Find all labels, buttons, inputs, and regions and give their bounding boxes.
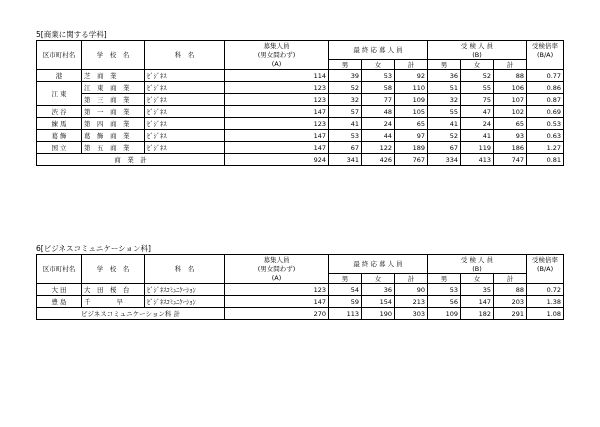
ex-female-cell: 413 xyxy=(461,154,494,166)
header-app-male: 男 xyxy=(329,274,362,284)
ward-cell: 練 馬 xyxy=(37,118,82,130)
capacity-cell: 147 xyxy=(225,106,329,118)
course-cell: ﾋﾞｼﾞﾈｽ xyxy=(145,130,225,142)
app-male-cell: 53 xyxy=(329,130,362,142)
app-total-cell: 90 xyxy=(395,284,428,296)
ratio-cell: 0.81 xyxy=(527,154,564,166)
ex-total-cell: 88 xyxy=(494,70,527,82)
ex-total-cell: 186 xyxy=(494,142,527,154)
ex-male-cell: 52 xyxy=(428,130,461,142)
school-cell: 第 一 商 業 xyxy=(82,106,145,118)
capacity-cell: 147 xyxy=(225,296,329,308)
header-ratio: 受検倍率 xyxy=(527,255,564,265)
header-app-female: 女 xyxy=(362,274,395,284)
ex-male-cell: 36 xyxy=(428,70,461,82)
capacity-cell: 114 xyxy=(225,70,329,82)
header-capacity-note: (男女問わず) xyxy=(225,50,329,60)
ratio-cell: 0.87 xyxy=(527,94,564,106)
app-male-cell: 52 xyxy=(329,82,362,94)
header-examinees: 受 検 人 員 xyxy=(428,255,527,265)
app-female-cell: 190 xyxy=(362,308,395,320)
header-app-total: 計 xyxy=(395,60,428,70)
app-male-cell: 54 xyxy=(329,284,362,296)
ex-total-cell: 291 xyxy=(494,308,527,320)
total-row xyxy=(37,154,564,166)
table-row xyxy=(37,82,564,94)
course-cell: ﾋﾞｼﾞﾈｽ xyxy=(145,142,225,154)
course-cell: ﾋﾞｼﾞﾈｽｺﾐｭﾆｹｰｼｮﾝ xyxy=(145,296,225,308)
app-female-cell: 44 xyxy=(362,130,395,142)
ward-cell: 渋 谷 xyxy=(37,106,82,118)
header-ward: 区市町村名 xyxy=(37,255,82,284)
capacity-cell: 147 xyxy=(225,142,329,154)
total-label: 商 業 計 xyxy=(37,154,225,166)
table-row xyxy=(37,106,564,118)
header-ward: 区市町村名 xyxy=(37,41,82,70)
ex-female-cell: 75 xyxy=(461,94,494,106)
table-row xyxy=(37,284,564,296)
app-total-cell: 105 xyxy=(395,106,428,118)
total-row xyxy=(37,308,564,320)
school-cell: 千 早 xyxy=(82,296,145,308)
table-row xyxy=(37,70,564,82)
school-cell: 第 三 商 業 xyxy=(82,94,145,106)
ex-female-cell: 41 xyxy=(461,130,494,142)
header-ex-total: 計 xyxy=(494,274,527,284)
app-female-cell: 77 xyxy=(362,94,395,106)
app-total-cell: 767 xyxy=(395,154,428,166)
ratio-cell: 0.53 xyxy=(527,118,564,130)
ex-male-cell: 109 xyxy=(428,308,461,320)
header-capacity-mark: (A) xyxy=(225,274,329,284)
ward-cell: 江 東 xyxy=(37,82,82,106)
ex-male-cell: 53 xyxy=(428,284,461,296)
ex-total-cell: 747 xyxy=(494,154,527,166)
header-ex-male: 男 xyxy=(428,274,461,284)
app-female-cell: 58 xyxy=(362,82,395,94)
ex-male-cell: 56 xyxy=(428,296,461,308)
ex-total-cell: 203 xyxy=(494,296,527,308)
ex-female-cell: 147 xyxy=(461,296,494,308)
app-total-cell: 97 xyxy=(395,130,428,142)
app-female-cell: 53 xyxy=(362,70,395,82)
app-male-cell: 67 xyxy=(329,142,362,154)
ratio-cell: 0.69 xyxy=(527,106,564,118)
section-title-business-communication: 6[ビジネスコミュニケーション科] xyxy=(36,244,151,253)
header-capacity-mark: (A) xyxy=(225,60,329,70)
ex-female-cell: 182 xyxy=(461,308,494,320)
ex-total-cell: 107 xyxy=(494,94,527,106)
capacity-cell: 123 xyxy=(225,284,329,296)
business-communication-table xyxy=(36,254,564,320)
ex-male-cell: 51 xyxy=(428,82,461,94)
header-app-male: 男 xyxy=(329,60,362,70)
ex-female-cell: 55 xyxy=(461,82,494,94)
app-total-cell: 110 xyxy=(395,82,428,94)
capacity-cell: 924 xyxy=(225,154,329,166)
section-title-commerce: 5[商業に関する学科] xyxy=(36,30,107,39)
header-applicants: 最 終 応 募 人 員 xyxy=(329,255,428,274)
app-total-cell: 109 xyxy=(395,94,428,106)
header-ratio-blank xyxy=(527,274,564,284)
ex-total-cell: 93 xyxy=(494,130,527,142)
header-ratio-mark: (B/A) xyxy=(527,50,564,60)
app-total-cell: 189 xyxy=(395,142,428,154)
ratio-cell: 0.77 xyxy=(527,70,564,82)
school-cell: 葛 飾 商 業 xyxy=(82,130,145,142)
header-examinees: 受 検 人 員 xyxy=(428,41,527,51)
app-male-cell: 39 xyxy=(329,70,362,82)
ex-male-cell: 67 xyxy=(428,142,461,154)
capacity-cell: 270 xyxy=(225,308,329,320)
course-cell: ﾋﾞｼﾞﾈｽ xyxy=(145,70,225,82)
ex-male-cell: 41 xyxy=(428,118,461,130)
header-capacity: 募集人員 xyxy=(225,41,329,51)
ex-total-cell: 106 xyxy=(494,82,527,94)
app-female-cell: 24 xyxy=(362,118,395,130)
app-total-cell: 65 xyxy=(395,118,428,130)
course-cell: ﾋﾞｼﾞﾈｽ xyxy=(145,106,225,118)
header-applicants: 最 終 応 募 人 員 xyxy=(329,41,428,60)
ex-female-cell: 47 xyxy=(461,106,494,118)
ward-cell: 国 立 xyxy=(37,142,82,154)
app-female-cell: 36 xyxy=(362,284,395,296)
app-male-cell: 32 xyxy=(329,94,362,106)
school-cell: 江 東 商 業 xyxy=(82,82,145,94)
table-row xyxy=(37,94,564,106)
table-row xyxy=(37,296,564,308)
school-cell: 芝 商 業 xyxy=(82,70,145,82)
app-total-cell: 213 xyxy=(395,296,428,308)
header-ex-female: 女 xyxy=(461,60,494,70)
header-capacity-note: (男女問わず) xyxy=(225,264,329,274)
app-female-cell: 426 xyxy=(362,154,395,166)
ex-male-cell: 55 xyxy=(428,106,461,118)
header-ratio-mark: (B/A) xyxy=(527,264,564,274)
table-row xyxy=(37,130,564,142)
ex-female-cell: 24 xyxy=(461,118,494,130)
course-cell: ﾋﾞｼﾞﾈｽｺﾐｭﾆｹｰｼｮﾝ xyxy=(145,284,225,296)
school-cell: 大 田 桜 台 xyxy=(82,284,145,296)
app-female-cell: 154 xyxy=(362,296,395,308)
header-app-female: 女 xyxy=(362,60,395,70)
ward-cell: 大 田 xyxy=(37,284,82,296)
header-capacity: 募集人員 xyxy=(225,255,329,265)
ratio-cell: 1.38 xyxy=(527,296,564,308)
header-app-total: 計 xyxy=(395,274,428,284)
ex-total-cell: 65 xyxy=(494,118,527,130)
table-row xyxy=(37,142,564,154)
app-male-cell: 341 xyxy=(329,154,362,166)
header-school: 学 校 名 xyxy=(82,41,145,70)
header-examinees-mark: (B) xyxy=(428,50,527,60)
ex-total-cell: 102 xyxy=(494,106,527,118)
course-cell: ﾋﾞｼﾞﾈｽ xyxy=(145,94,225,106)
header-ex-male: 男 xyxy=(428,60,461,70)
table-row xyxy=(37,118,564,130)
ratio-cell: 1.08 xyxy=(527,308,564,320)
app-total-cell: 92 xyxy=(395,70,428,82)
app-female-cell: 48 xyxy=(362,106,395,118)
header-examinees-mark: (B) xyxy=(428,264,527,274)
capacity-cell: 123 xyxy=(225,118,329,130)
app-male-cell: 113 xyxy=(329,308,362,320)
header-school: 学 校 名 xyxy=(82,255,145,284)
school-cell: 第 四 商 業 xyxy=(82,118,145,130)
ex-male-cell: 334 xyxy=(428,154,461,166)
app-total-cell: 303 xyxy=(395,308,428,320)
total-label: ビジネスコミュニケーション科 計 xyxy=(37,308,225,320)
ex-female-cell: 52 xyxy=(461,70,494,82)
ex-total-cell: 88 xyxy=(494,284,527,296)
header-ratio-blank xyxy=(527,60,564,70)
app-female-cell: 122 xyxy=(362,142,395,154)
ratio-cell: 0.63 xyxy=(527,130,564,142)
ratio-cell: 1.27 xyxy=(527,142,564,154)
ex-male-cell: 32 xyxy=(428,94,461,106)
header-ex-female: 女 xyxy=(461,274,494,284)
course-cell: ﾋﾞｼﾞﾈｽ xyxy=(145,82,225,94)
ex-female-cell: 119 xyxy=(461,142,494,154)
header-course: 科 名 xyxy=(145,255,225,284)
ex-female-cell: 35 xyxy=(461,284,494,296)
header-course: 科 名 xyxy=(145,41,225,70)
capacity-cell: 123 xyxy=(225,82,329,94)
commerce-table xyxy=(36,40,564,166)
capacity-cell: 123 xyxy=(225,94,329,106)
header-ratio: 受検倍率 xyxy=(527,41,564,51)
app-male-cell: 59 xyxy=(329,296,362,308)
ward-cell: 港 xyxy=(37,70,82,82)
header-ex-total: 計 xyxy=(494,60,527,70)
course-cell: ﾋﾞｼﾞﾈｽ xyxy=(145,118,225,130)
app-male-cell: 57 xyxy=(329,106,362,118)
ratio-cell: 0.86 xyxy=(527,82,564,94)
school-cell: 第 五 商 業 xyxy=(82,142,145,154)
capacity-cell: 147 xyxy=(225,130,329,142)
ratio-cell: 0.72 xyxy=(527,284,564,296)
ward-cell: 葛 飾 xyxy=(37,130,82,142)
app-male-cell: 41 xyxy=(329,118,362,130)
ward-cell: 豊 島 xyxy=(37,296,82,308)
